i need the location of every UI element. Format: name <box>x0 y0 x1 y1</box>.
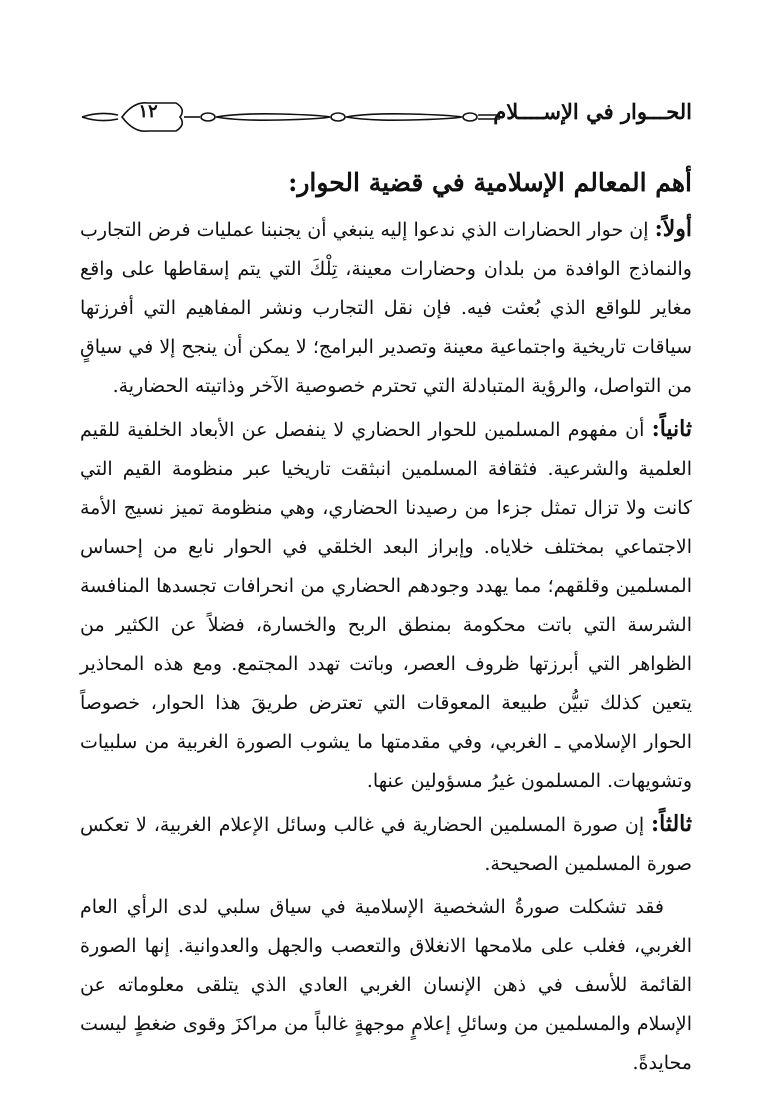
page-header <box>80 95 692 141</box>
paragraph-first <box>80 210 692 406</box>
section-title: أهم المعالم الإسلامية في قضية الحوار: <box>288 168 692 197</box>
paragraph-lead: أولاً: <box>654 216 692 242</box>
running-title: الحـــوار في الإســــلام <box>493 99 692 124</box>
paragraph-second <box>80 410 692 801</box>
paragraph-text: إن حوار الحضارات الذي ندعوا إليه ينبغي أن يجنبنا عمليات فرض التجارب والنماذج الوافدة من بلدان وحضارات معينة، تِلْكَ التي يتم إسقاطها على واقع مغاير للواقع الذي بُعثت فيه. فإن نقل التجارب ونشر المفاهيم التي أفرزتها سياقات تاريخية واجتماعية معينة وتصدير البرامج؛ لا يمكن أن ينجح إلا في سياقٍ من التواصل، والرؤية المتبادلة التي تحترم خصوصية الآخر وذاتيته الحضارية. <box>80 219 692 397</box>
paragraph-lead: ثالثاً: <box>651 811 692 837</box>
paragraph-lead: ثانياً: <box>651 416 692 442</box>
page-number: ١٢ <box>138 101 158 122</box>
paragraph-text: أن مفهوم المسلمين للحوار الحضاري لا ينفصل عن الأبعاد الخلفية للقيم العلمية والشرعية. فثقافة المسلمين انبثقت تاريخيا عبر منظومة القيم التي كانت ولا تزال تمثل جزءا من رصيدنا الحضاري، وهي منظومة تميز نسيج الأمة الاجتماعي بمختلف خلاياه. وإبراز البعد الخلقي في الحوار نابع من إحساس المسلمين وقلقهم؛ مما يهدد وجودهم الحضاري من انحرافات تجسدها المنافسة الشرسة التي باتت محكومة بمنطق الربح والخسارة، فضلاً عن الكثير من الظواهر التي أبرزتها ظروف العصر، وباتت تهدد المجتمع. ومع هذه المحاذير يتعين كذلك تبيُّن طبيعة المعوقات التي تعترض طريقَ هذا الحوار، خصوصاً الحوار الإسلامي ـ الغربي، وفي مقدمتها ما يشوب الصورة الغربية من سلبيات وتشويهات. المسلمون غيرُ مسؤولين عنها. <box>80 419 692 792</box>
paragraph-fourth <box>80 888 692 1083</box>
paragraph-third <box>80 805 692 884</box>
paragraph-text: فقد تشكلت صورةُ الشخصية الإسلامية في سياق سلبي لدى الرأي العام الغربي، فغلب على ملامحها الانغلاق والتعصب والجهل والعدوانية. إنها الصورة القائمة للأسف في ذهن الإنسان الغربي العادي الذي يتلقى معلوماته عن الإسلام والمسلمين من وسائلِ إعلامٍ موجهةٍ غالباً من مراكزَ وقوى ضغطٍ ليست محايدةً. <box>80 896 692 1074</box>
page-body <box>80 160 692 1083</box>
paragraph-text: إن صورة المسلمين الحضارية في غالب وسائل الإعلام الغربية، لا تعكس صورة المسلمين الصحيحة. <box>80 814 692 875</box>
